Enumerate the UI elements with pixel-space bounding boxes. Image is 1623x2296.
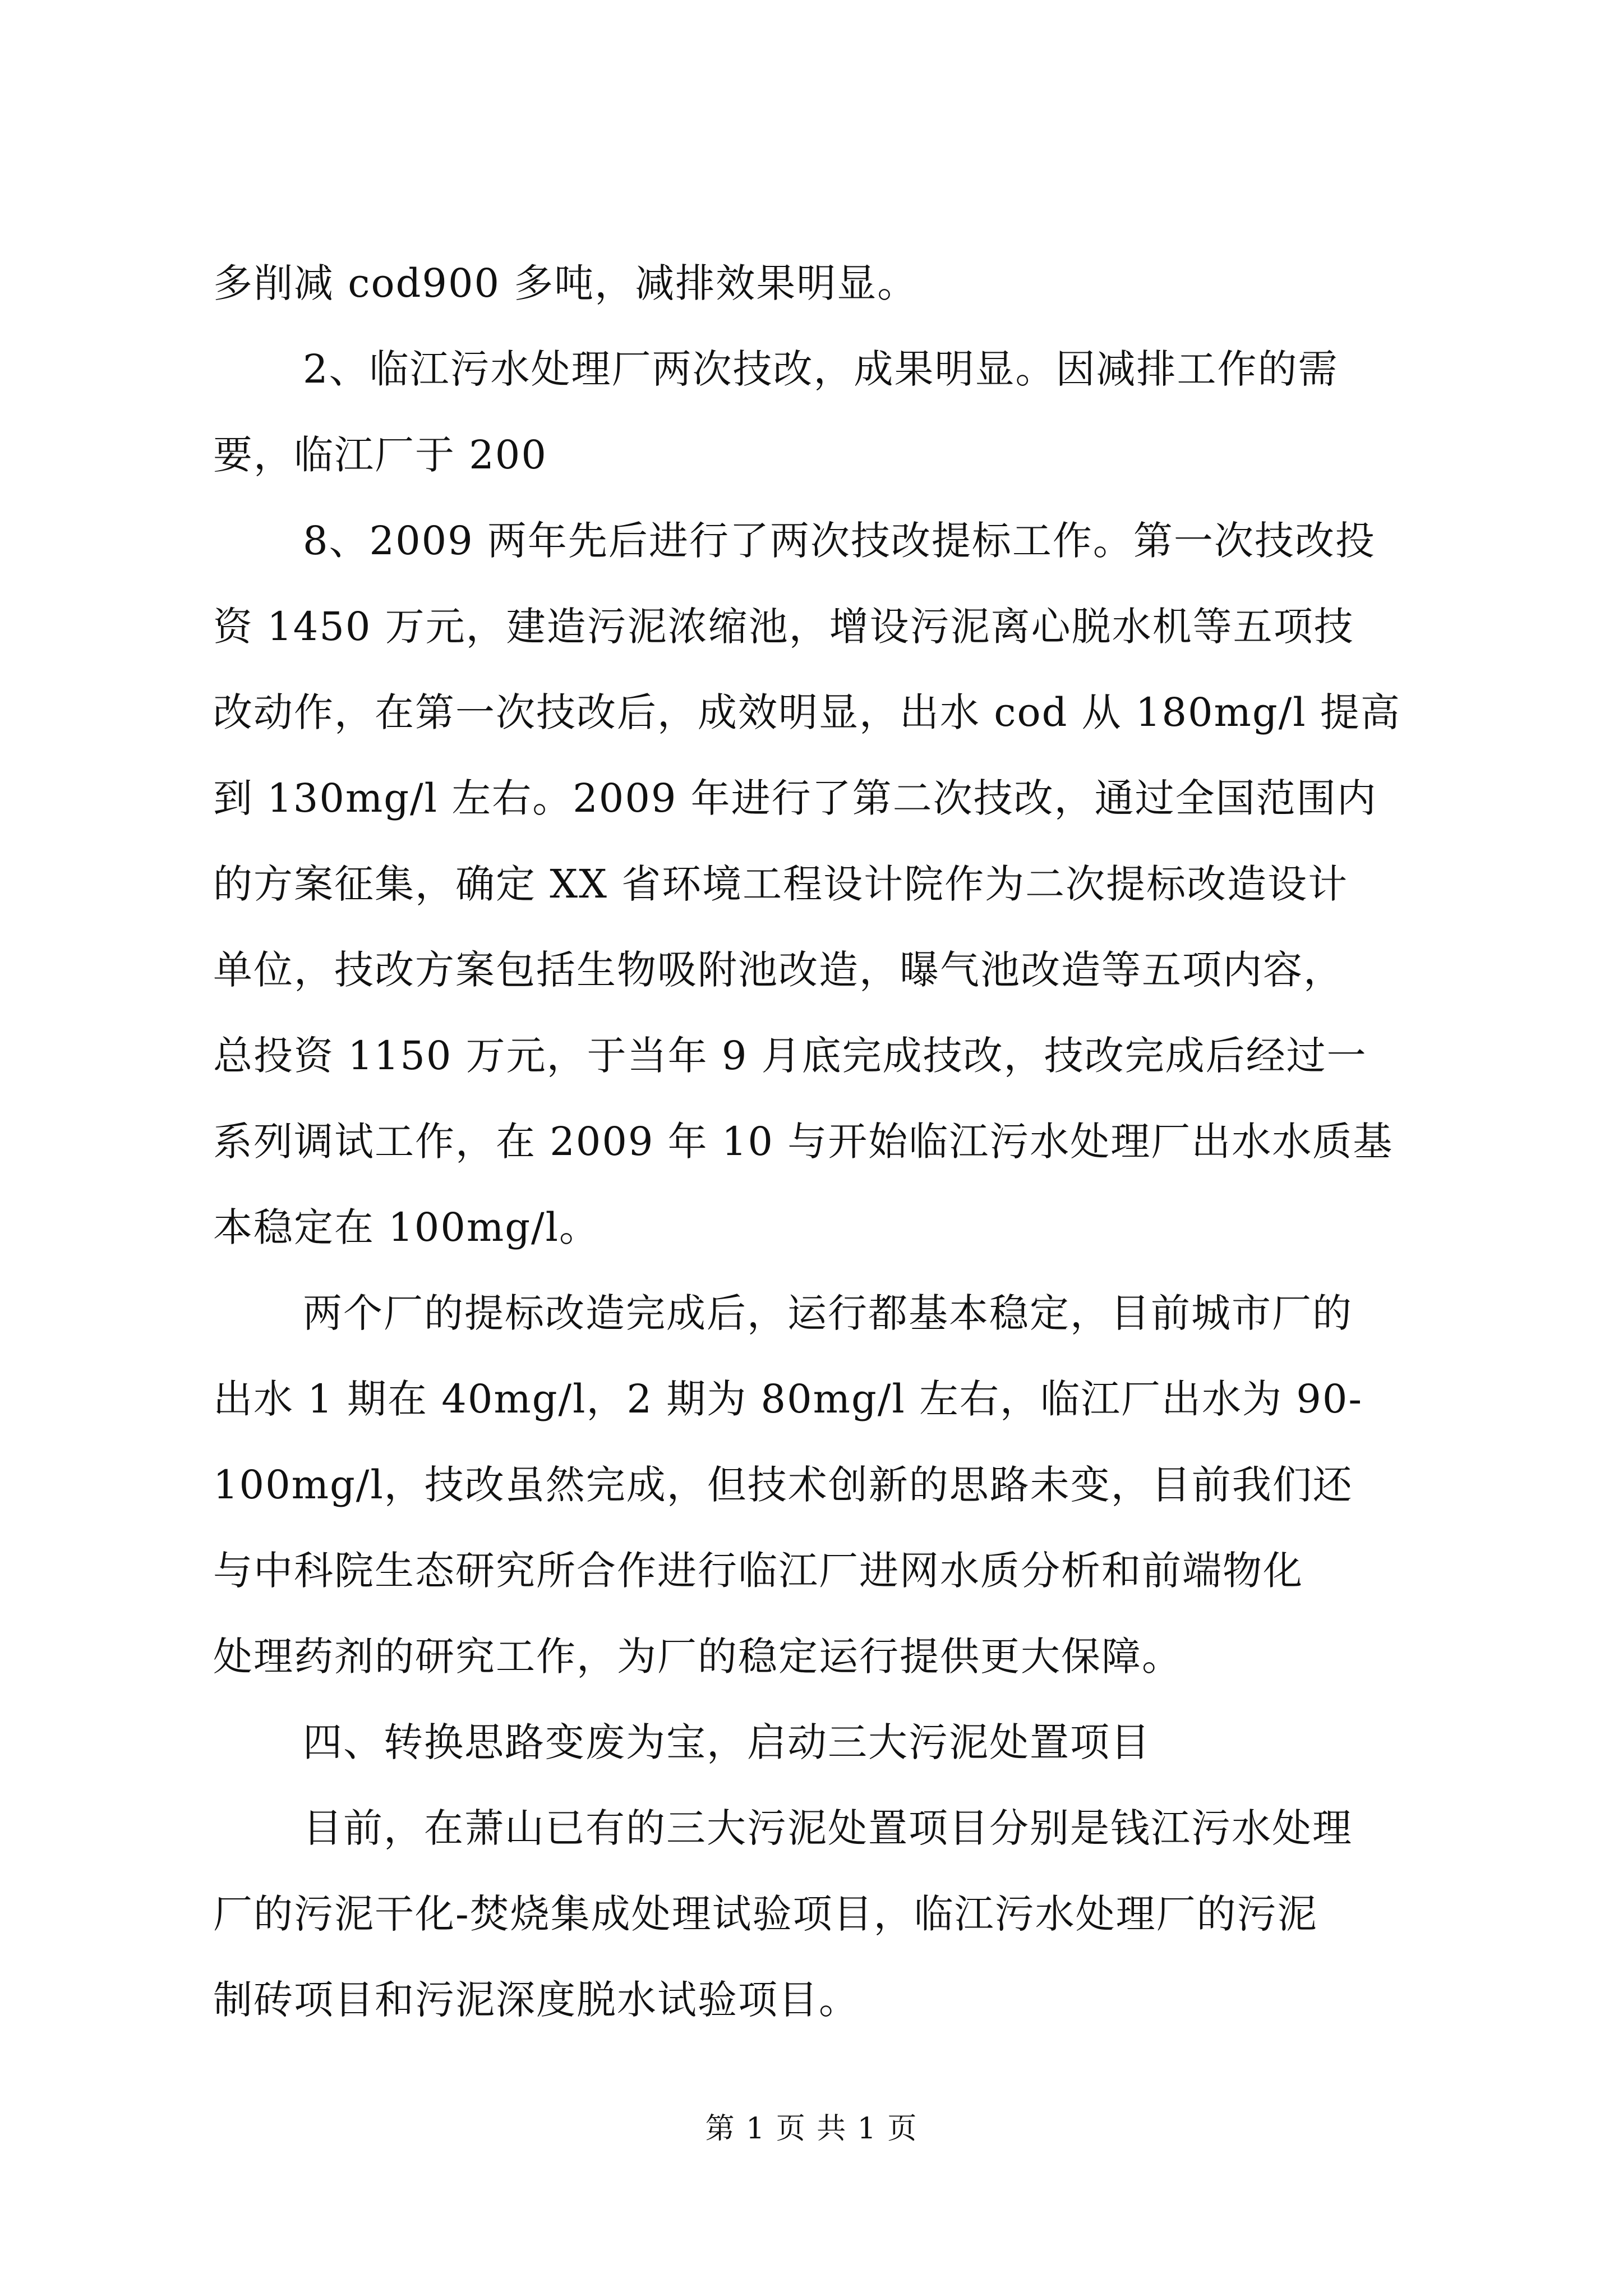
text-line: 两个厂的提标改造完成后，运行都基本稳定，目前城市厂的	[303, 1290, 1353, 1336]
page-footer: 第 1 页 共 1 页	[705, 2112, 918, 2146]
text-line: 单位，技改方案包括生物吸附池改造，曝气池改造等五项内容，	[213, 947, 1344, 993]
text-line: 本稳定在 100mg/l。	[213, 1204, 600, 1250]
text-line: 100mg/l，技改虽然完成，但技术创新的思路未变，目前我们还	[213, 1462, 1353, 1508]
text-line: 制砖项目和污泥深度脱水试验项目。	[213, 1977, 859, 2023]
text-line: 总投资 1150 万元，于当年 9 月底完成技改，技改完成后经过一	[213, 1033, 1367, 1079]
text-line: 资 1450 万元，建造污泥浓缩池，增设污泥离心脱水机等五项技	[213, 604, 1354, 650]
text-line: 改动作，在第一次技改后，成效明显，出水 cod 从 180mg/l 提高	[213, 689, 1401, 735]
text-line: 与中科院生态研究所合作进行临江厂进网水质分析和前端物化	[213, 1548, 1303, 1594]
text-line: 8、2009 两年先后进行了两次技改提标工作。第一次技改投	[303, 518, 1376, 564]
text-line: 厂的污泥干化-焚烧集成处理试验项目，临江污水处理厂的污泥	[213, 1891, 1318, 1937]
text-line: 2、临江污水处理厂两次技改，成果明显。因减排工作的需	[303, 346, 1339, 392]
text-line: 四、转换思路变废为宝，启动三大污泥处置项目	[303, 1719, 1151, 1765]
text-line: 到 130mg/l 左右。2009 年进行了第二次技改，通过全国范围内	[213, 775, 1377, 821]
text-line: 目前，在萧山已有的三大污泥处置项目分别是钱江污水处理	[303, 1805, 1353, 1851]
text-line: 出水 1 期在 40mg/l，2 期为 80mg/l 左右，临江厂出水为 90-	[213, 1376, 1363, 1422]
text-line: 要，临江厂于 200	[213, 432, 547, 478]
text-line: 多削减 cod900 多吨，减排效果明显。	[213, 260, 918, 306]
text-line: 处理药剂的研究工作，为厂的稳定运行提供更大保障。	[213, 1634, 1182, 1680]
text-line: 系列调试工作，在 2009 年 10 与开始临江污水处理厂出水水质基	[213, 1119, 1394, 1165]
text-line: 的方案征集，确定 XX 省环境工程设计院作为二次提标改造设计	[213, 861, 1349, 907]
